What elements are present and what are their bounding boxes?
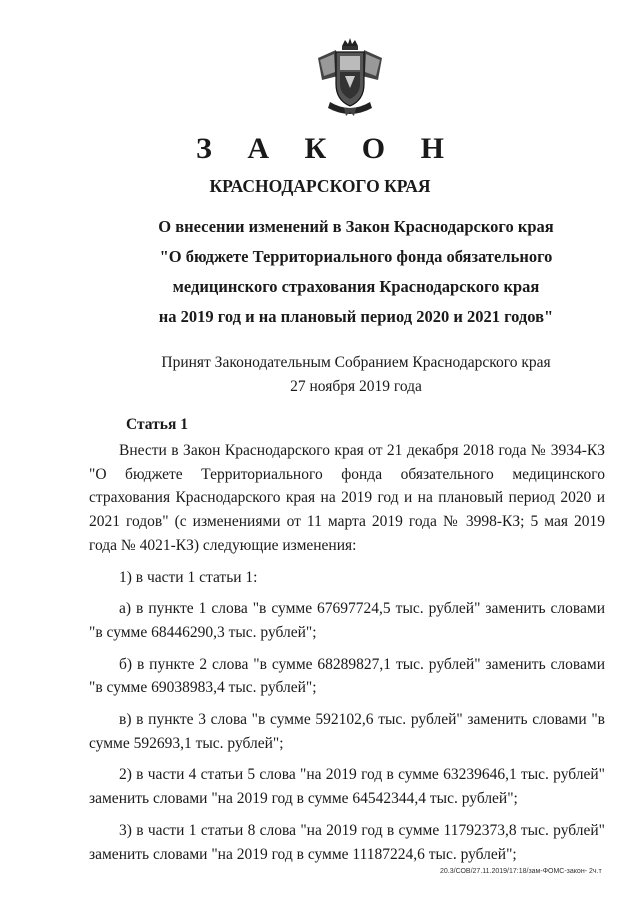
law-region: КРАСНОДАРСКОГО КРАЯ: [209, 176, 431, 196]
adoption-note: [96, 351, 616, 399]
coat-of-arms-icon: [314, 36, 386, 118]
article-item: 2) в части 4 статьи 5 слова "на 2019 год в сумме 63239646,1 тыс. рублей" заменить словами "на 2019 год в сумме 64542344,4 тыс. рублей";: [89, 766, 605, 808]
subject-line: на 2019 год и на плановый период 2020 и 2021 годов": [158, 307, 554, 326]
article-item: а) в пункте 1 слова "в сумме 67697724,5 тыс. рублей" заменить словами "в сумме 68446290,3 тыс. рублей";: [89, 600, 605, 641]
article-item: б) в пункте 2 слова "в сумме 68289827,1 тыс. рублей" заменить словами "в сумме 69038983,4 тыс. рублей";: [89, 655, 605, 697]
article-item: 3) в части 1 статьи 8 слова "на 2019 год в сумме 11792373,8 тыс. рублей" заменить словами "на 2019 год в сумме 11187224,6 тыс. рублей";: [89, 821, 605, 863]
article-heading: Статья 1: [126, 416, 188, 433]
adoption-body: Принят Законодательным Собранием Краснодарского края: [161, 354, 551, 371]
article-body: [89, 439, 605, 866]
adoption-date: 27 ноября 2019 года: [290, 378, 422, 395]
article-item: 1) в части 1 статьи 1:: [119, 568, 258, 586]
subject-line: О внесении изменений в Закон Краснодарского края: [158, 217, 554, 236]
document-code: 20.3/СОВ/27.11.2019/17:18/зам-ФОМС-закон- 2ч.т: [440, 868, 602, 875]
law-subject: [96, 212, 616, 332]
article-item: в) в пункте 3 слова "в сумме 592102,6 тыс. рублей" заменить словами "в сумме 592693,1 тыс. рублей";: [89, 711, 605, 752]
article-intro: Внести в Закон Краснодарского края от 21 декабря 2018 года № 3934-КЗ "О бюджете Территориального фонда обязательного медицинского страхования Краснодарского края на 2019 год и на плановый период 2020 и 2021 годов" (с изменениями от 11 марта 2019 года № 3998-КЗ; 5 мая 2019 года № 4021-КЗ) следующие изменения:: [89, 442, 605, 554]
law-title: З А К О Н: [196, 132, 458, 165]
subject-line: медицинского страхования Краснодарского края: [172, 277, 540, 296]
subject-line: "О бюджете Территориального фонда обязательного: [159, 247, 553, 266]
